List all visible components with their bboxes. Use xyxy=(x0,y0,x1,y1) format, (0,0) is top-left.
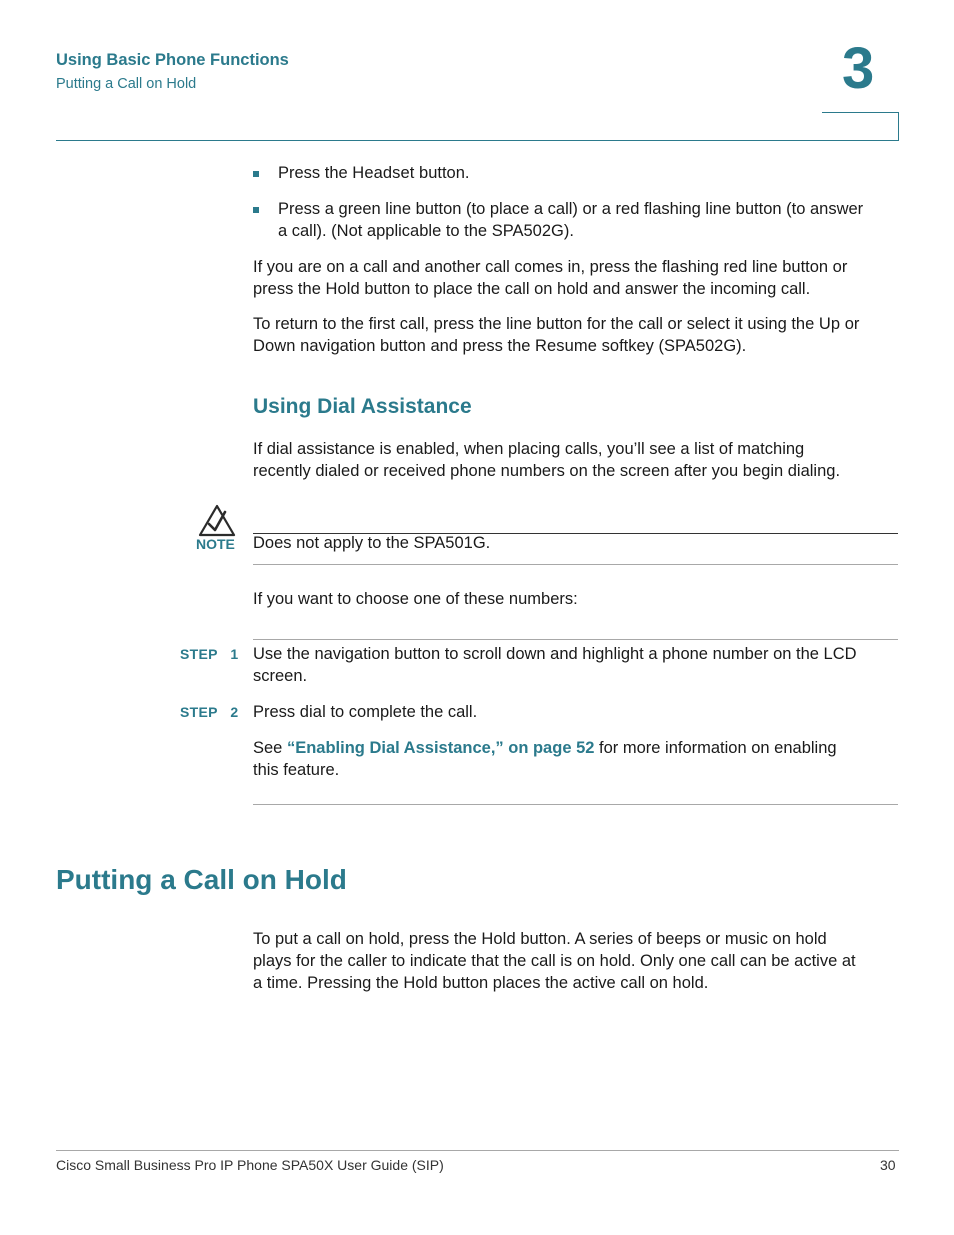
step-line: Use the navigation button to scroll down and highlight a phone number on the LCD xyxy=(253,645,857,663)
note-text: Does not apply to the SPA501G. xyxy=(253,534,491,552)
chapter-tab xyxy=(822,112,899,140)
paragraph-line: See “Enabling Dial Assistance,” on page 52 for more information on enabling xyxy=(253,739,837,757)
ui-term-resume: Resume xyxy=(535,337,598,355)
paragraph-line: this feature. xyxy=(253,761,340,779)
paragraph-line: To return to the first call, press the line button for the call or select it using the Up or xyxy=(253,315,860,333)
ui-term-down: Down xyxy=(253,337,296,355)
note-bottom-rule xyxy=(253,564,898,565)
steps-top-rule xyxy=(253,639,898,640)
ui-term-up: Up xyxy=(818,315,841,333)
paragraph-return-call xyxy=(253,313,859,357)
bullet-marker xyxy=(253,207,259,213)
paragraph-incoming-call xyxy=(253,256,847,300)
page-number: 30 xyxy=(880,1157,896,1173)
cross-reference-link[interactable]: “Enabling Dial Assistance,” on page 52 xyxy=(286,739,595,757)
ui-term-hold: Hold xyxy=(481,930,516,948)
paragraph-call-hold xyxy=(253,928,856,994)
footer-title: Cisco Small Business Pro IP Phone SPA50X User Guide (SIP) xyxy=(56,1157,444,1173)
paragraph-choose-number: If you want to choose one of these numbers: xyxy=(253,590,578,608)
note-label: NOTE xyxy=(196,536,235,552)
ui-term-headset: Headset xyxy=(352,164,415,182)
bullet-marker xyxy=(253,171,259,177)
header-rule xyxy=(56,140,899,141)
paragraph-line: plays for the caller to indicate that the call is on hold. Only one call can be active at xyxy=(253,952,856,970)
bullet-text: a call). (Not applicable to the SPA502G). xyxy=(278,222,574,240)
bullet-text: button. xyxy=(414,164,470,182)
bullet-line-button xyxy=(278,198,863,242)
step-label-2: STEP 2 xyxy=(180,704,239,720)
bullet-text: Press a green line button (to place a call) or a red flashing line button (to answer xyxy=(278,200,864,218)
paragraph-dial-assistance xyxy=(253,438,840,482)
paragraph-line: recently dialed or received phone numbers on the screen after you begin dialing. xyxy=(253,462,841,480)
paragraph-line: a time. Pressing the Hold button places the active call on hold. xyxy=(253,974,709,992)
see-also-paragraph xyxy=(253,737,837,781)
ui-term-hold: Hold xyxy=(403,974,438,992)
ui-term-dial: dial xyxy=(299,703,326,721)
section-heading-dial-assistance: Using Dial Assistance xyxy=(253,395,472,418)
step-1-text xyxy=(253,643,857,687)
check-triangle-icon xyxy=(198,504,236,538)
paragraph-line: press the Hold button to place the call on hold and answer the incoming call. xyxy=(253,280,811,298)
step-2-text: Press dial to complete the call. xyxy=(253,703,478,721)
step-line: screen. xyxy=(253,667,308,685)
paragraph-line: Down navigation button and press the Resume softkey (SPA502G). xyxy=(253,337,747,355)
ui-term-hold: Hold xyxy=(325,280,360,298)
chapter-number: 3 xyxy=(842,36,875,101)
section-heading-call-hold: Putting a Call on Hold xyxy=(56,864,347,895)
steps-bottom-rule xyxy=(253,804,898,805)
step-label-1: STEP 1 xyxy=(180,646,239,662)
bullet-headset xyxy=(278,162,470,184)
paragraph-line: If dial assistance is enabled, when placing calls, you’ll see a list of matching xyxy=(253,440,805,458)
paragraph-line: If you are on a call and another call comes in, press the flashing red line button or xyxy=(253,258,848,276)
footer-rule xyxy=(56,1150,899,1151)
chapter-title: Using Basic Phone Functions xyxy=(56,51,289,69)
paragraph-line: To put a call on hold, press the Hold button. A series of beeps or music on hold xyxy=(253,930,827,948)
bullet-text: Press the xyxy=(278,164,353,182)
section-subtitle: Putting a Call on Hold xyxy=(56,76,197,92)
